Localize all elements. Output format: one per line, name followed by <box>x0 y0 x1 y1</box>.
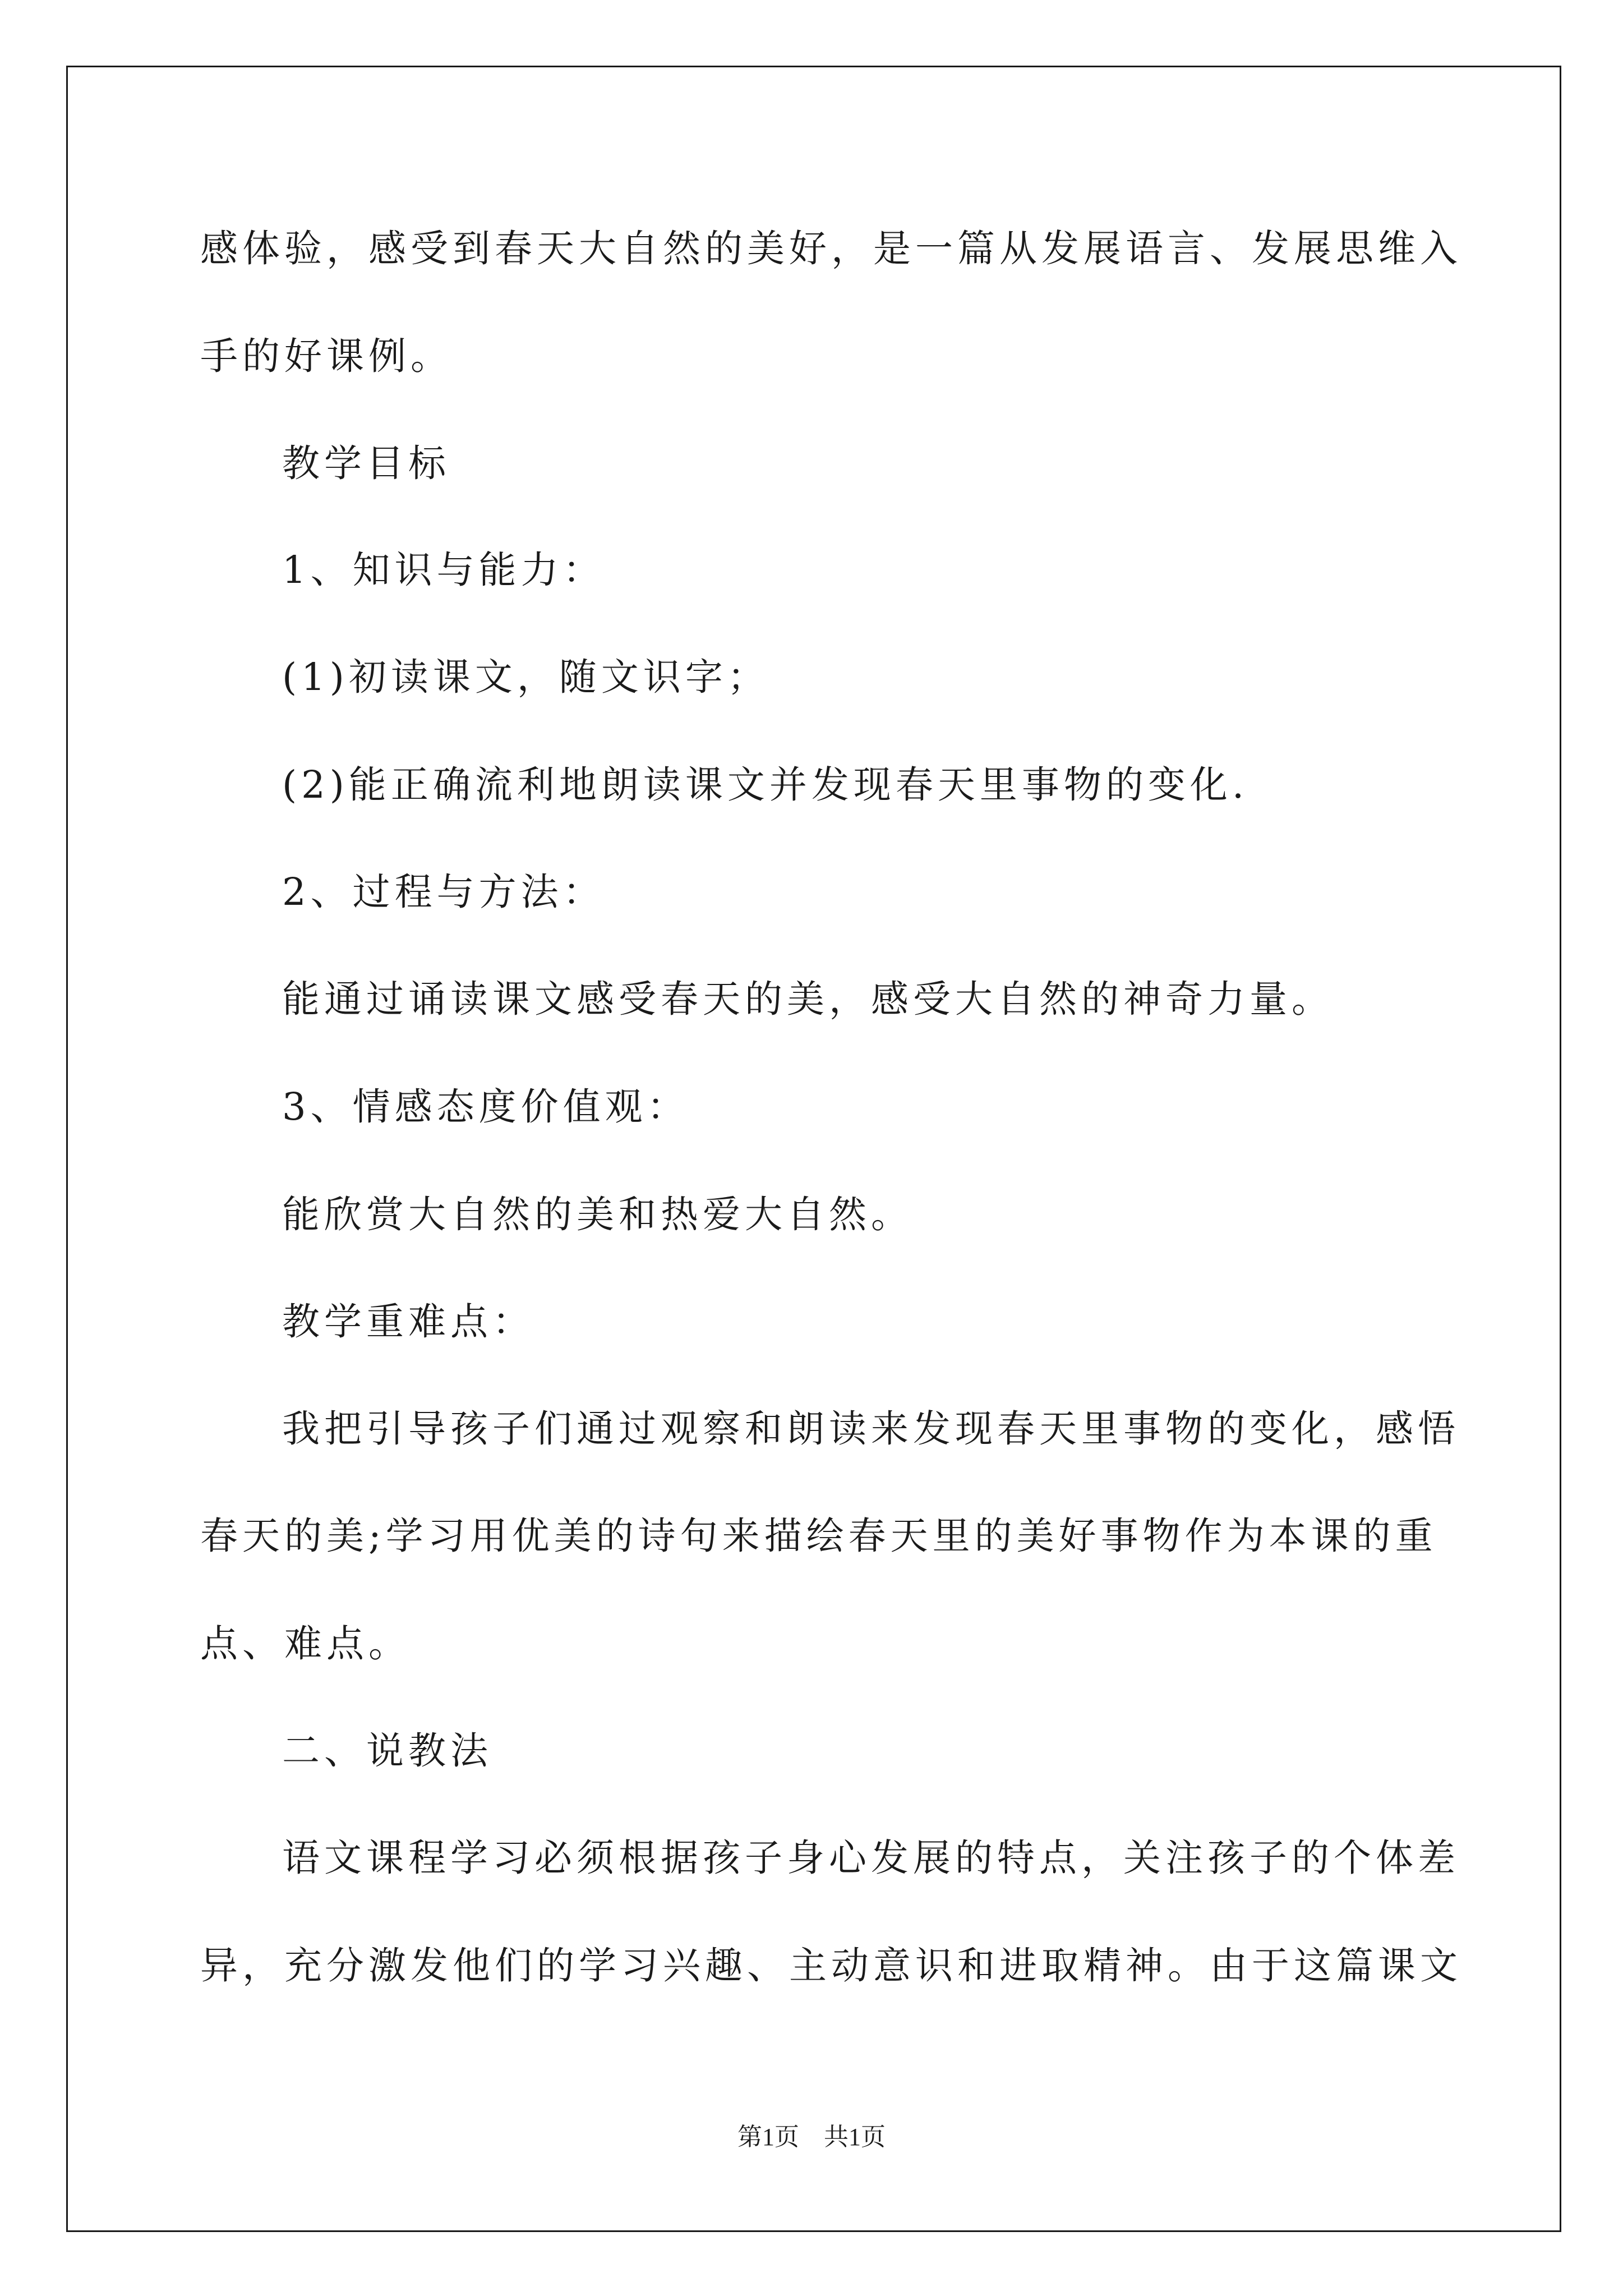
page-border <box>66 66 1561 2232</box>
body-text-line: 语文课程学习必须根据孩子身心发展的特点，关注孩子的个体差 <box>282 1836 1460 1880</box>
body-text-line: 感体验，感受到春天大自然的美好，是一篇从发展语言、发展思维入 <box>200 227 1462 270</box>
body-text-line: 手的好课例。 <box>200 334 453 378</box>
body-text-line: 能通过诵读课文感受春天的美，感受大自然的神奇力量。 <box>282 977 1334 1021</box>
body-text-line: 春天的美;学习用优美的诗句来描绘春天里的美好事物作为本课的重 <box>200 1514 1437 1558</box>
section-heading: 教学目标 <box>282 441 450 485</box>
body-text-line: 异，充分激发他们的学习兴趣、主动意识和进取精神。由于这篇课文 <box>200 1944 1462 1987</box>
section-heading: 教学重难点： <box>282 1300 534 1343</box>
subsection-heading: 3、情感态度价值观： <box>282 1085 689 1129</box>
list-item: (2)能正确流利地朗读课文并发现春天里事物的变化. <box>282 763 1249 807</box>
page-number-footer: 第1页 共1页 <box>737 2123 886 2151</box>
body-text-line: 能欣赏大自然的美和热爱大自然。 <box>282 1193 913 1236</box>
list-item: (1)初读课文，随文识字； <box>282 655 769 699</box>
subsection-heading: 1、知识与能力： <box>282 548 605 592</box>
body-text-line: 我把引导孩子们通过观察和朗读来发现春天里事物的变化，感悟 <box>282 1407 1460 1451</box>
body-text-line: 点、难点。 <box>200 1622 411 1665</box>
section-heading: 二、说教法 <box>282 1729 492 1773</box>
subsection-heading: 2、过程与方法： <box>282 870 605 914</box>
